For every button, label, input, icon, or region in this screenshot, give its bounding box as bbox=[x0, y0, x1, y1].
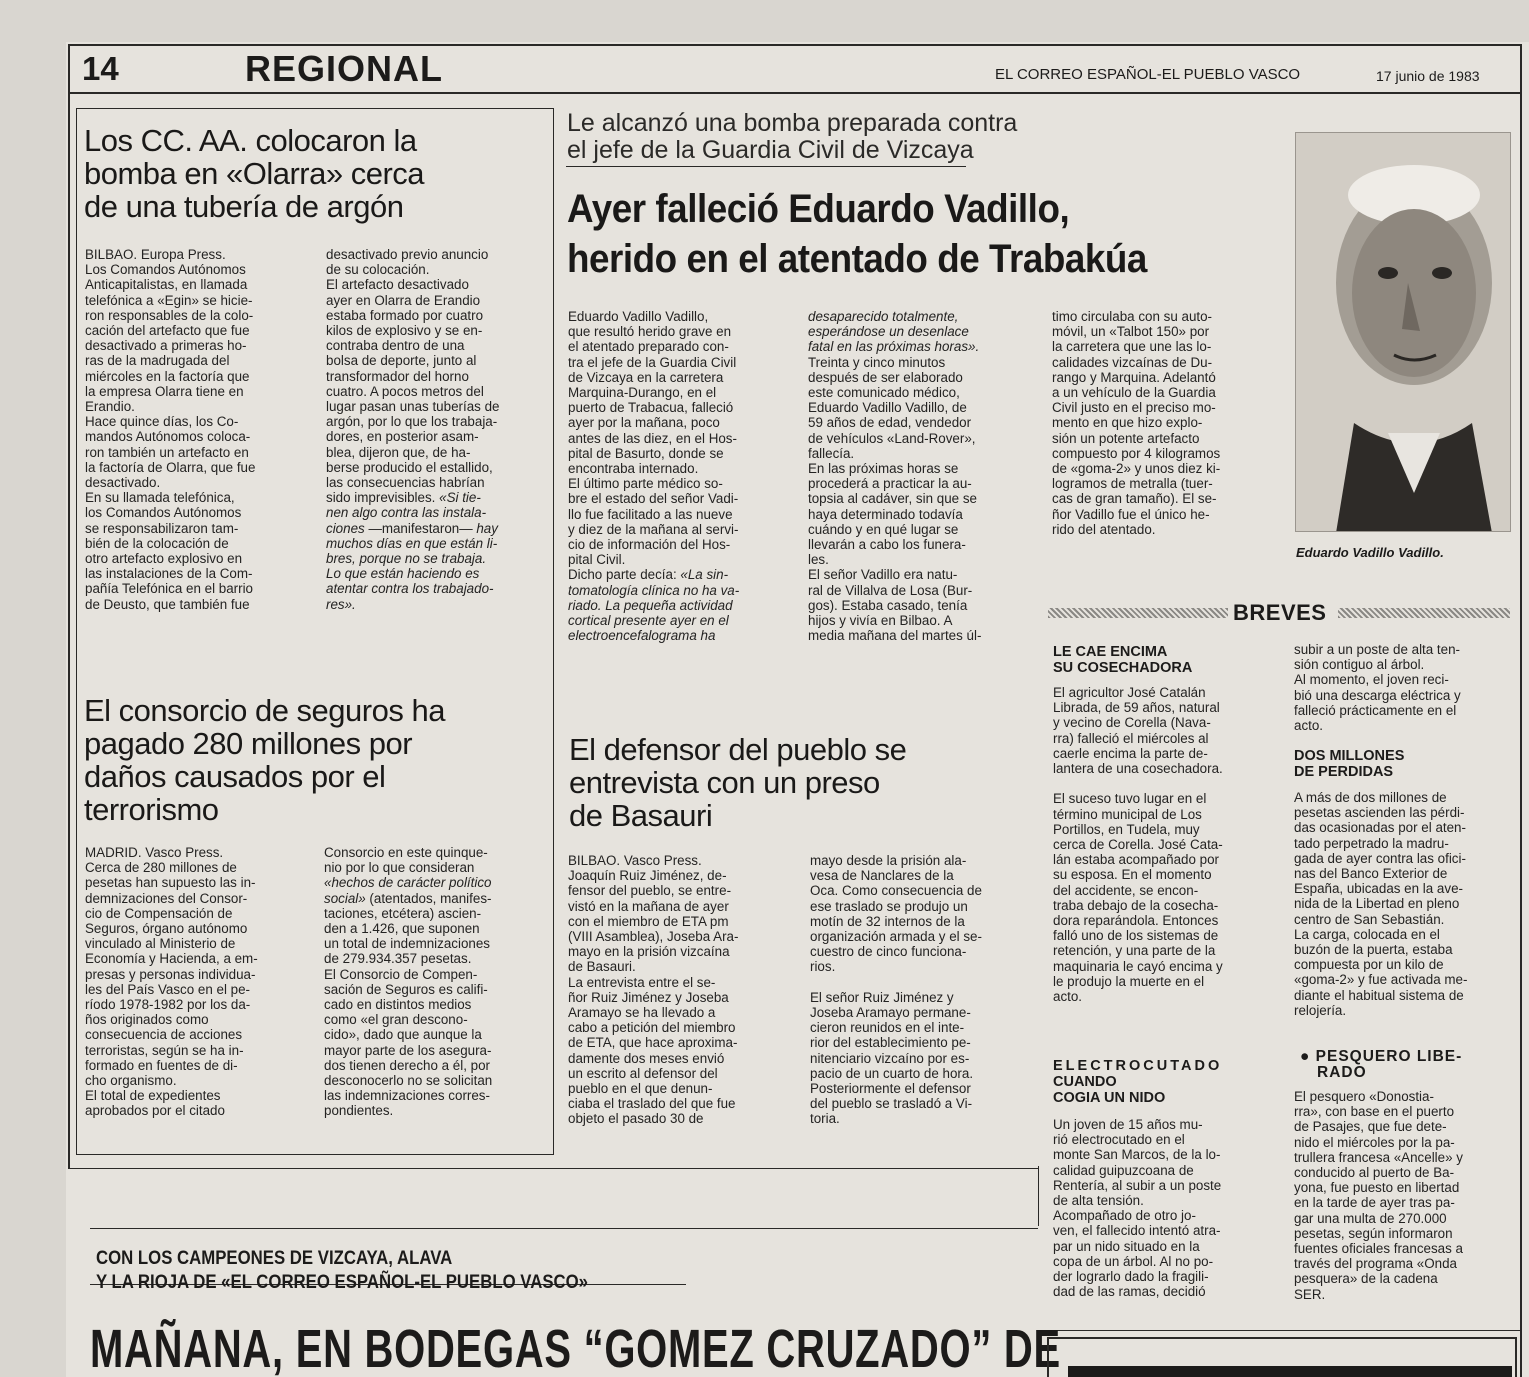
kicker-line: el jefe de la Guardia Civil de Vizcaya bbox=[567, 136, 974, 164]
title-line: SU COSECHADORA bbox=[1053, 660, 1193, 676]
title-line: DOS MILLONES bbox=[1294, 748, 1405, 764]
title-line: ELECTROCUTADO bbox=[1053, 1058, 1223, 1074]
article1-col1: BILBAO. Europa Press. Los Comandos Autónomos Anticapitalistas, en llamada telefónica a «Egin» se hicie- ron responsables de la colo- cación del artefacto que fue desactivado a primeras ho- ras de la madrugada del miércoles en la factoría que la empresa Olarra tiene en Erandio. Hace quince días, los Co- mandos Autónomos coloca- ron también un artefacto en la factoría de Olarra, que fue desactivado. En su llamada telefónica, los Comandos Autónomos se responsabilizaron tam- bién de la colocación de otro artefacto explosivo en las instalaciones de la Com- pañía Telefónica en el barrio de Deusto, que también fue bbox=[85, 247, 256, 612]
article2-col2 bbox=[324, 845, 540, 1119]
promo-line: Y LA RIOJA DE «EL CORREO ESPAÑOL-EL PUEBLO VASCO» bbox=[96, 1271, 589, 1293]
breves-bottom-rule bbox=[1040, 1330, 1520, 1331]
box1-right bbox=[553, 108, 554, 1154]
breve2-text: Un joven de 15 años mu- rió electrocutado en el monte San Marcos, de la lo- calidad guipuzcoana de Rentería, al subir a un poste de alta tensión. Acompañado de otro jo- ven, el fallecido intentó atra- par un nido situado en la copa de un árbol. Al no po- der lograrlo dado la fragili- dad de las ramas, decidió bbox=[1053, 1117, 1222, 1300]
page-number: 14 bbox=[82, 50, 119, 87]
article2-headline bbox=[84, 694, 445, 826]
bottom-rule bbox=[68, 1168, 1038, 1169]
breve4-text: El pesquero «Donostia- rra», con base en el puerto de Pasajes, que fue dete- nido el miércoles por la pa- trullera francesa «Ancelle» y conducido al puerto de Ba- yona, fue puesto en libertad en la tarde de ayer tras pa- gar una multa de 270.000 pesetas, según informaron fuentes oficiales francesas a través del programa «Onda pesquera» de la cadena SER. bbox=[1294, 1089, 1463, 1302]
article3-kicker bbox=[567, 110, 1017, 164]
article4-col1: BILBAO. Vasco Press. Joaquín Ruiz Jiménez, de- fensor del pueblo, se entre- vistó en la mañana de ayer con el miembro de ETA pm (VIII Asamblea), Joseba Ara- mayo en la prisión vizcaína de Basauri. La entrevista entre el se- ñor Ruiz Jiménez y Joseba Aramayo se ha llevado a cabo a petición del miembro de ETA, que hace aproxima- damente dos meses envió un escrito al defensor del pueblo en el que denun- ciaba el traslado del que fue objeto el pasado 30 de bbox=[568, 853, 739, 1127]
article4-col2: mayo desde la prisión ala- vesa de Nanclares de la Oca. Como consecuencia de ese traslado se produjo un motín de 32 internos de la organización armada y el se- cuestro de cinco funciona- rios. El señor Ruiz Jiménez y Joseba Aramayo permane- cieron reunidos en el inte- rior del establecimiento pe- nitenciario vizcaíno por es- pacio de un cuarto de hora. Posteriormente el defensor del pueblo se trasladó a Vi- toria. bbox=[810, 853, 982, 1127]
text-run: desactivado previo anuncio de su colocación. El artefacto desactivado ayer en Olarra de Erandio estaba formado por cuatro kilos de explosivo y se en- contraba dentro de una bolsa de deporte, junto al transformador del horno cuatro. A pocos metros del lugar pasan unas tuberías de argón, por lo que los trabaja- dores, en posterior asam- blea, dijeron que, de ha- berse producido el estallido, las consecuencias habrían sido imprevisibles. bbox=[326, 247, 500, 506]
headline-line: El consorcio de seguros ha bbox=[84, 693, 445, 728]
headline-line: de una tubería de argón bbox=[84, 189, 404, 224]
title-line: ● PESQUERO LIBE- bbox=[1300, 1048, 1463, 1065]
breve1-text: El agricultor José Catalán Librada, de 59 años, natural y vecino de Corella (Nava- rra) falleció el miércoles al caerle encima la parte de- lantera de una cosechadora. El suceso tuvo lugar en el término municipal de Los Portillos, en Tudela, muy cerca de Corella. José Cata- lán estaba acompañado por su esposa. En el momento del accidente, se encon- traba debajo de la cosecha- dora reparándola. Entonces falló uno de los sistemas de retención, y una parte de la maquinaria le cayó encima y le produjo la muerte en el acto. bbox=[1053, 685, 1223, 1005]
headline-line: Los CC. AA. colocaron la bbox=[84, 123, 417, 158]
article2-col1: MADRID. Vasco Press. Cerca de 280 millones de pesetas han supuesto las in- demnizaciones del Consor- cio de Compensación de Seguros, órgano autónomo vinculado al Ministerio de Economía y Hacienda, a em- presas y personas individua- les del País Vasco en el pe- ríodo 1978-1982 por los da- ños originados como consecuencia de acciones terroristas, según se ha in- formado en fuentes de di- cho organismo. El total de expedientes aprobados por el citado bbox=[85, 845, 258, 1119]
article4-headline bbox=[569, 733, 906, 832]
kicker-rule bbox=[566, 166, 966, 167]
header-rule bbox=[68, 92, 1522, 94]
quote-run: «hechos de carácter político social» bbox=[324, 875, 492, 906]
breves-divider bbox=[1038, 1166, 1039, 1226]
headline-line: terrorismo bbox=[84, 792, 219, 827]
title-line: LE CAE ENCIMA bbox=[1053, 644, 1168, 660]
breves-hatch-left bbox=[1048, 608, 1228, 618]
section-title: REGIONAL bbox=[245, 48, 444, 89]
text-run: Eduardo Vadillo Vadillo, que resultó herido grave en el atentado preparado con- tra el jefe de la Guardia Civil de Vizcaya en la carretera Marquina-Durango, en el puerto de Trabacua, falleció ayer por la mañana, poco antes de las diez, en el Hos- pital de Basurto, donde se encontraba internado. El último parte médico so- bre el estado del señor Vadi- llo fue facilitado a las nueve y diez de la mañana al servi- cio de información del Hos- pital Civil. Dicho parte decía: bbox=[568, 309, 739, 583]
promo-top-rule bbox=[90, 1228, 1038, 1229]
article1-headline bbox=[84, 124, 424, 223]
photo-caption: Eduardo Vadillo Vadillo. bbox=[1296, 545, 1444, 560]
right-border bbox=[1520, 44, 1522, 1377]
headline-line: Ayer falleció Eduardo Vadillo, bbox=[567, 187, 1070, 231]
page-left-margin bbox=[0, 0, 66, 1377]
promo-headline: MAÑANA, EN BODEGAS “GOMEZ CRUZADO” DE bbox=[90, 1319, 1061, 1377]
article3-col1 bbox=[568, 309, 784, 643]
breve4-title bbox=[1300, 1049, 1462, 1081]
headline-line: entrevista con un preso bbox=[569, 765, 880, 800]
article3-col2 bbox=[808, 309, 1024, 643]
left-border bbox=[68, 44, 70, 1169]
headline-line: El defensor del pueblo se bbox=[569, 732, 907, 767]
promo-tagline bbox=[96, 1246, 588, 1294]
issue-date: 17 junio de 1983 bbox=[1376, 68, 1480, 84]
portrait-photo bbox=[1295, 132, 1511, 532]
quote-run: «La sin- tomatología clínica no ha va- riado. La pequeña actividad cortical presente ayer en el electroencefalograma ha bbox=[568, 567, 740, 644]
quote-run: hay muchos días en que están li- bres, porque no se trabaja. Lo que están haciendo es atentar contra los trabajado- res». bbox=[326, 520, 498, 612]
text-run: —manifestaron— bbox=[364, 520, 477, 536]
box1-top bbox=[76, 108, 554, 109]
breves-label: BREVES bbox=[1233, 600, 1327, 625]
breve2-title bbox=[1053, 1058, 1222, 1106]
headline-line: pagado 280 millones por bbox=[84, 726, 413, 761]
portrait-image bbox=[1296, 133, 1511, 532]
headline-line: bomba en «Olarra» cerca bbox=[84, 156, 425, 191]
text-run: Consorcio en este quinque- nio por lo que consideran bbox=[324, 845, 488, 876]
text-run: (atentados, manifes- taciones, etcétera) ascien- den a 1.426, que suponen un total de indemnizaciones de 279.934.357 pesetas. El Consorcio de Compen- sación de Seguros es califi- cado en distintos medios como «el gran descono- cido», dado que aunque la mayor parte de los asegura- dos tienen derecho a él, por desconocerlo no se solicitan las indemnizaciones corres- pondientes. bbox=[324, 890, 493, 1119]
headline-line: daños causados por el bbox=[84, 759, 386, 794]
page-top-margin bbox=[0, 0, 1529, 42]
breve2-text-cont: subir a un poste de alta ten- sión contiguo al árbol. Al momento, el joven reci- bió una descarga eléctrica y falleció prácticamente en el acto. bbox=[1294, 642, 1461, 734]
box1-bottom bbox=[76, 1154, 554, 1155]
article3-col3: timo circulaba con su auto- móvil, un «Talbot 150» por la carretera que une las lo- calidades vizcaínas de Du- rango y Marquina. Adelantó a un vehículo de la Guardia Civil justo en el preciso mo- mento en que hizo explo- sión un potente artefacto compuesto por 4 kilogramos de «goma-2» y unos diez ki- logramos de metralla (tuer- cas de gran tamaño). El se- ñor Vadillo fue el único he- rido del atentado. bbox=[1052, 309, 1221, 537]
promo-line: CON LOS CAMPEONES DE VIZCAYA, ALAVA bbox=[96, 1247, 453, 1269]
breves-hatch-right bbox=[1338, 608, 1510, 618]
headline-line: herido en el atentado de Trabakúa bbox=[567, 237, 1147, 281]
title-line: COGIA UN NIDO bbox=[1053, 1090, 1166, 1106]
quote-run: «Si tie- nen algo contra las instala- ciones bbox=[326, 490, 487, 536]
box1-left bbox=[76, 108, 77, 1154]
quote-run: desaparecido totalmente, esperándose un desenlace fatal en las próximas horas». bbox=[808, 309, 980, 355]
top-border bbox=[68, 44, 1522, 46]
article1-col2 bbox=[326, 247, 542, 612]
kicker-line: Le alcanzó una bomba preparada contra bbox=[567, 109, 1018, 137]
breve3-text: A más de dos millones de pesetas ascienden las pérdi- das ocasionadas por el aten- tado perpetrado la madru- gada de ayer contra las ofici- nas del Banco Exterior de España, ubicadas en la ave- nida de la Libertad en pleno centro de San Sebastián. La carga, colocada en el buzón de la puerta, estaba compuesta por un kilo de «goma-2» y fue activada me- diante el habitual sistema de relojería. bbox=[1294, 790, 1468, 1018]
title-line: CUANDO bbox=[1053, 1074, 1117, 1090]
newspaper-name: EL CORREO ESPAÑOL-EL PUEBLO VASCO bbox=[995, 66, 1301, 83]
title-line: DE PERDIDAS bbox=[1294, 764, 1394, 780]
headline-line: de Basauri bbox=[569, 798, 713, 833]
article3-headline bbox=[567, 184, 1147, 284]
breve1-title bbox=[1053, 644, 1192, 676]
text-run: Treinta y cinco minutos después de ser elaborado este comunicado médico, Eduardo Vadillo Vadillo, de 59 años de edad, vendedor de vehículos «Land-Rover», fallecía. En las próximas horas se procederá a practicar la au- topsia al cadáver, sin que se haya determinado todavía cuándo y en qué lugar se llevarán a cabo los funera- les. El señor Vadillo era natu- ral de Villalva de Losa (Bur- gos). Estaba casado, tenía hijos y vivía en Bilbao. A media mañana del martes úl- bbox=[808, 354, 982, 644]
advert-bar bbox=[1068, 1366, 1512, 1377]
breve3-title bbox=[1294, 748, 1404, 780]
title-line: RADO bbox=[1317, 1064, 1367, 1081]
